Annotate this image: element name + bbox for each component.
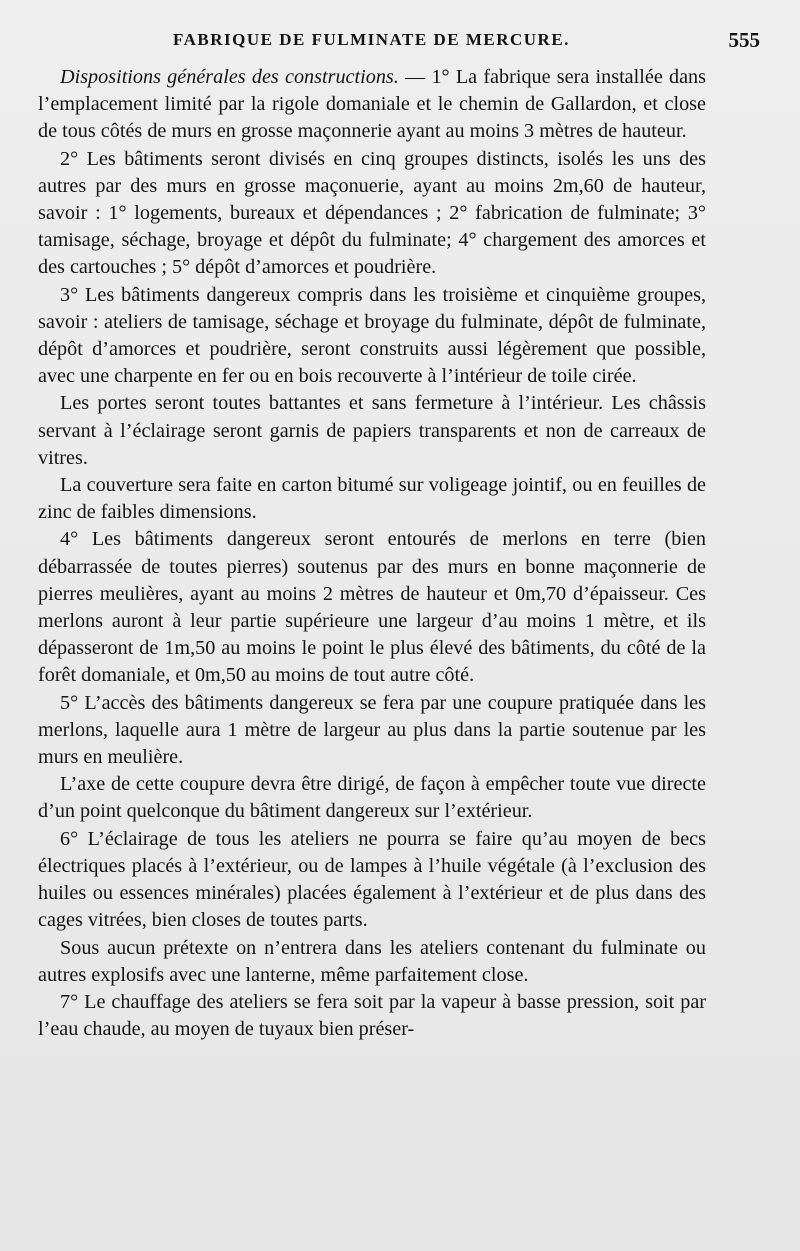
paragraph-5: La couverture sera faite en carton bitumé sur voligeage jointif, ou en feuilles de zinc de faibles dimensions. [38,474,706,524]
body-text [38,64,706,1043]
paragraph-1-text: — 1° La fabrique sera installée dans l’emplacement limité par la rigole domaniale et le chemin de Gallardon, et close de tous côtés de murs en grosse maçonnerie ayant au moins 3 mètres de hauteur. [38,66,706,143]
paragraph-2: 2° Les bâtiments seront divisés en cinq groupes distincts, isolés les uns des autres par des murs en grosse maçonuerie, ayant au moins 2m,60 de hauteur, savoir : 1° logements, bureaux et dépendances ; 2° fabrication de fulminate; 3° tamisage, séchage, broyage et dépôt du fulminate; 4° chargement des amorces et des cartouches ; 5° dépôt d’amorces et poudrière. [38,147,706,279]
paragraph-8: L’axe de cette coupure devra être dirigé, de façon à empêcher toute vue directe d’un point quelconque du bâtiment dangereux sur l’extérieur. [38,773,706,823]
running-title: FABRIQUE DE FULMINATE DE MERCURE. [173,30,570,49]
page-header [38,30,760,60]
page-number: 555 [728,28,760,52]
paragraph-4: Les portes seront toutes battantes et sans fermeture à l’intérieur. Les châssis servant à l’éclairage seront garnis de papiers transparents et non de carreaux de vitres. [38,392,706,469]
paragraph-9: 6° L’éclairage de tous les ateliers ne pourra se faire qu’au moyen de becs électriques placés à l’extérieur, ou de lampes à l’huile végétale (à l’exclusion des huiles ou essences minérales) placées également à l’extérieur et de plus dans des cages vitrées, bien closes de toutes parts. [38,827,706,932]
section-heading: Dispositions générales des constructions. [60,66,399,88]
paragraph-1 [38,64,706,146]
paragraph-6: 4° Les bâtiments dangereux seront entourés de merlons en terre (bien débarrassée de toutes pierres) soutenus par des murs en bonne maçonnerie de pierres meulières, ayant au moins 2 mètres de hauteur et 0m,70 d’épaisseur. Ces merlons auront à leur partie supérieure une largeur d’au moins 1 mètre, et ils dépasseront de 1m,50 au moins le point le plus élevé des bâtiments, du côté de la forêt domaniale, et 0m,50 au moins de tout autre côté. [38,528,706,687]
paragraph-10: Sous aucun prétexte on n’entrera dans les ateliers contenant du fulminate ou autres explosifs avec une lanterne, même parfaitement close. [38,936,706,986]
paragraph-7: 5° L’accès des bâtiments dangereux se fera par une coupure pratiquée dans les merlons, laquelle aura 1 mètre de largeur au plus dans la partie soutenue par les murs en meulière. [38,691,706,769]
paragraph-3: 3° Les bâtiments dangereux compris dans les troisième et cinquième groupes, savoir : ateliers de tamisage, séchage et broyage du fulminate, dépôt de fulminate, dépôt d’amorces et poudrière, seront construits aussi légèrement que possible, avec une charpente en fer ou en bois recouverte à l’intérieur de toile cirée. [38,283,706,388]
paragraph-11: 7° Le chauffage des ateliers se fera soit par la vapeur à basse pression, soit par l’eau chaude, au moyen de tuyaux bien préser- [38,990,706,1041]
